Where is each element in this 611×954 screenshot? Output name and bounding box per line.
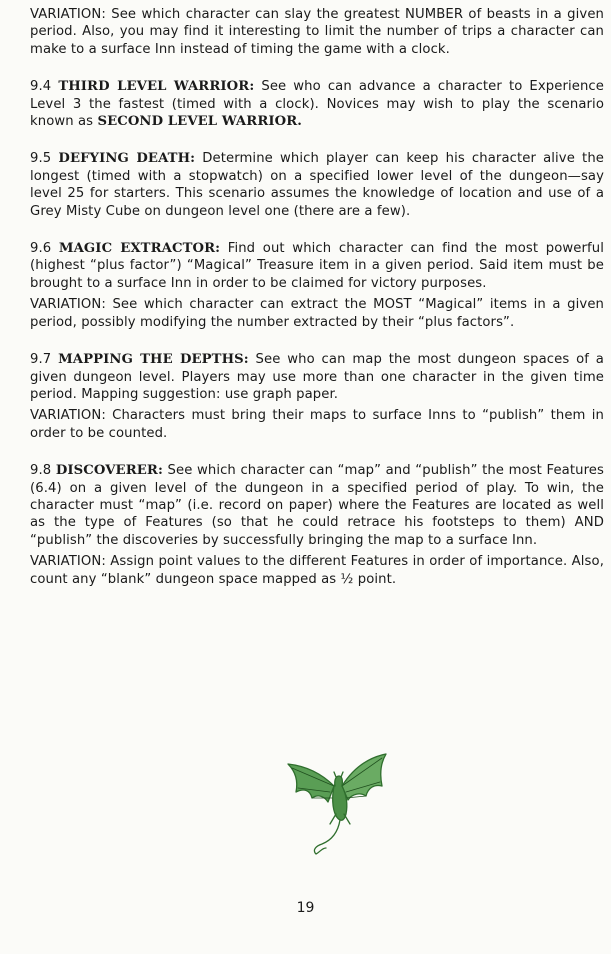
section-number: 9.8: [30, 463, 56, 479]
section-9-8-variation: VARIATION: Assign point values to the different Features in order of importance. Also, count any “blank” dungeon space mapped as ½ point.: [30, 554, 604, 587]
section-text: See who can advance a character to Experience Level 3 the fastest (timed with a clock). Novices may wish to play the scenario known as: [30, 79, 604, 130]
section-number: 9.5: [30, 151, 59, 167]
section-9-8: [30, 462, 604, 549]
section-title: DISCOVERER:: [55, 463, 163, 479]
page-text: [30, 6, 604, 599]
section-9-6: [30, 240, 604, 292]
bat-dragon-icon: [282, 752, 394, 858]
section-title: THIRD LEVEL WARRIOR:: [58, 79, 255, 95]
section-9-7: [30, 351, 604, 403]
section-9-4: [30, 78, 604, 130]
section-title: MAGIC EXTRACTOR:: [58, 241, 221, 257]
section-text: Determine which player can keep his character alive the longest (timed with a stopwatch) on a specified lower level of the dungeon—say level 25 for starters. This scenario assumes the knowledge of location and use of a Grey Misty Cube on dungeon level one (there are a few).: [30, 151, 604, 219]
section-number: 9.6: [30, 241, 59, 257]
section-text: See who can map the most dungeon spaces of a given dungeon level. Players may use more than one character in the given time period. Mapping suggestion: use graph paper.: [30, 352, 604, 402]
page-number: 19: [296, 900, 315, 916]
section-title: MAPPING THE DEPTHS:: [58, 352, 249, 368]
variation-paragraph: [30, 6, 604, 58]
variation-label: VARIATION:: [30, 7, 106, 22]
section-9-7-variation: VARIATION: Characters must bring their maps to surface Inns to “publish” them in order to be counted.: [30, 408, 604, 441]
section-text: See which character can “map” and “publish” the most Features (6.4) on a given level of the dungeon in a specified period of play. To win, the character must “map” (i.e. record on paper) where the Features are located as well as the type of Features (so that he could retrace his footsteps to them) AND “publish” the discoveries by successfully bringing the map to a surface Inn.: [30, 463, 604, 548]
section-title: DEFYING DEATH:: [58, 151, 196, 167]
section-text: Find out which character can find the most powerful (highest “plus factor”) “Magical” Treasure item in a given period. Said item must be brought to a surface Inn in order to be claimed for victory purposes.: [30, 241, 604, 291]
variation-text: See which character can slay the greatest NUMBER of beasts in a given period. Also, you may find it interesting to limit the number of trips a character can make to a surface Inn instead of timing the game with a clock.: [30, 7, 604, 57]
scenario-reference: SECOND LEVEL WARRIOR.: [97, 114, 302, 130]
section-9-5: [30, 150, 604, 220]
section-number: 9.4: [30, 79, 59, 95]
section-number: 9.7: [30, 352, 59, 368]
section-9-6-variation: VARIATION: See which character can extract the MOST “Magical” items in a given period, possibly modifying the number extracted by their “plus factors”.: [30, 297, 604, 330]
